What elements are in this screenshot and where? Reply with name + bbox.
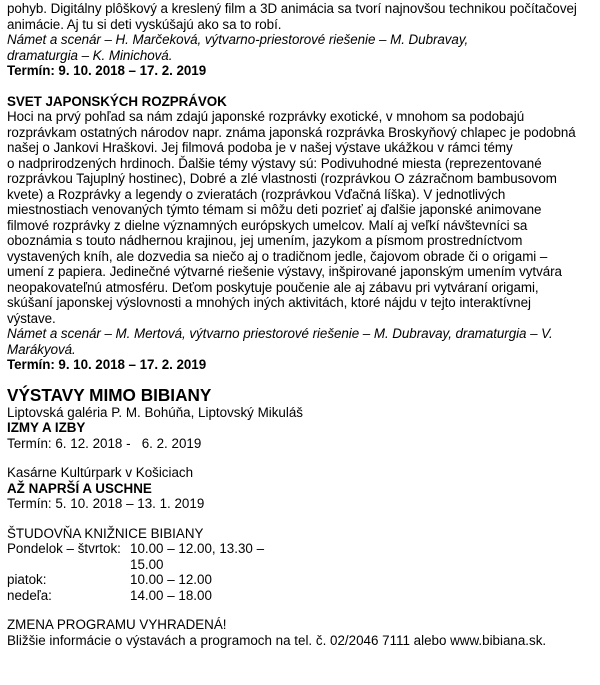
- exhibition-name: IZMY A IZBY: [7, 420, 86, 435]
- hours-time: 14.00 – 18.00: [130, 587, 212, 603]
- library-section: [7, 526, 587, 604]
- japan-line: skúšaní japonskej výslovnosti a mnohých iných aktivitách, ktoré nájdu v tejto interaktívnej: [7, 295, 531, 310]
- japan-title: SVET JAPONSKÝCH ROZPRÁVOK: [7, 93, 227, 109]
- intro-credits-line: Námet a scenár – H. Marčeková, výtvarno-priestorové riešenie – M. Dubravay,: [7, 32, 469, 47]
- japan-line: výstave.: [7, 310, 56, 326]
- intro-section: [7, 1, 587, 79]
- hours-time: 10.00 – 12.00: [130, 572, 212, 587]
- exhibition-term: Termín: 5. 10. 2018 – 13. 1. 2019: [7, 496, 205, 511]
- hours-time: 10.00 – 12.00, 13.30 – 15.00: [130, 541, 265, 572]
- contact-info: Bližšie informácie o výstavách a programoch na tel. č. 02/2046 7111 alebo www.bibiana.sk.: [7, 632, 547, 648]
- hours-days: piatok:: [7, 572, 47, 587]
- japan-term: Termín: 9. 10. 2018 – 17. 2. 2019: [7, 357, 207, 372]
- exhibition-term: Termín: 6. 12. 2018 - 6. 2. 2019: [7, 435, 202, 451]
- exhibition-venue: Liptovská galéria P. M. Bohúňa, Liptovský Mikuláš: [7, 404, 303, 420]
- japan-line: umení z papiera. Jedinečné výtvarné riešenie výstavy, inšpirované japonským umením vytvára: [7, 264, 562, 279]
- japan-line: našej o Jankovi Hraškovi. Jej filmová podoba je v našej výstave ukážkou v rámci témy: [7, 140, 513, 155]
- intro-line: pohyb. Digitálny plôškový a kreslený film a 3D animácia sa tvorí najnovšou technikou počítačovej: [7, 1, 577, 16]
- hours-days: Pondelok – štvrtok:: [7, 541, 121, 556]
- japan-line: kvete) a Rozprávky a legendy o zvieratách (rozprávkou Vďačná líška). V jednotlivých: [7, 186, 506, 202]
- exhibition-name: AŽ NAPRŠÍ A USCHNE: [7, 480, 152, 496]
- program-change-notice: ZMENA PROGRAMU VYHRADENÁ!: [7, 617, 227, 632]
- exhibition-item: [7, 405, 587, 452]
- exhibition-item: [7, 465, 587, 512]
- intro-credits-line: dramaturgia – K. Minichová.: [7, 47, 173, 63]
- japan-line: oboznámia s touto nádhernou krajinou, jej umením, jazykom a písmom prostredníctvom: [7, 233, 523, 248]
- outside-section: [7, 385, 587, 512]
- japan-line: o nadprirodzených hrdinoch. Ďalšie témy výstavy sú: Podivuhodné miesta (reprezentované: [7, 155, 542, 171]
- japan-line: neopakovateľnú atmosféru. Deťom poskytuje poučenie ale aj zábavu pri vytváraní origami,: [7, 279, 539, 295]
- japan-line: Hoci na prvý pohľad sa nám zdajú japonské rozprávky exotické, v mnohom sa podobajú: [7, 109, 525, 124]
- japan-line: miestnostiach venovaných týmto témam si môžu deti pozrieť aj ďalšie japonské animovane: [7, 202, 542, 217]
- exhibition-venue: Kasárne Kultúrpark v Košiciach: [7, 465, 194, 480]
- hours-days: nedeľa:: [7, 587, 52, 603]
- japan-credits-line: Marákyová.: [7, 341, 76, 357]
- japan-credits-line: Námet a scenár – M. Mertová, výtvarno priestorové riešenie – M. Dubravay, dramaturgia – V.: [7, 326, 553, 341]
- footer-section: [7, 617, 587, 648]
- library-title: ŠTUDOVŇA KNIŽNICE BIBIANY: [7, 525, 204, 541]
- japan-section: [7, 94, 587, 373]
- japan-line: rozprávkam ostatných národov napr. známa japonská rozprávka Broskyňový chlapec je podobná: [7, 124, 576, 140]
- intro-term: Termín: 9. 10. 2018 – 17. 2. 2019: [7, 63, 207, 78]
- outside-title: VÝSTAVY MIMO BIBIANY: [7, 384, 212, 405]
- japan-line: filmové rozprávky z dielne významných európskych umelcov. Malí aj veľkí návštevníci sa: [7, 217, 528, 233]
- opening-hours: [7, 541, 587, 603]
- intro-line: animácie. Aj tu si deti vyskúšajú ako sa to robí.: [7, 16, 282, 32]
- japan-line: rozprávkou Tajuplný hostinec), Dobré a zlé vlastnosti (rozprávkou O zázračnom bambusovom: [7, 171, 557, 186]
- japan-line: vystavených kníh, ale dozvedia sa niečo aj o tradičnom jedle, čajovom obrade či o origami –: [7, 248, 548, 264]
